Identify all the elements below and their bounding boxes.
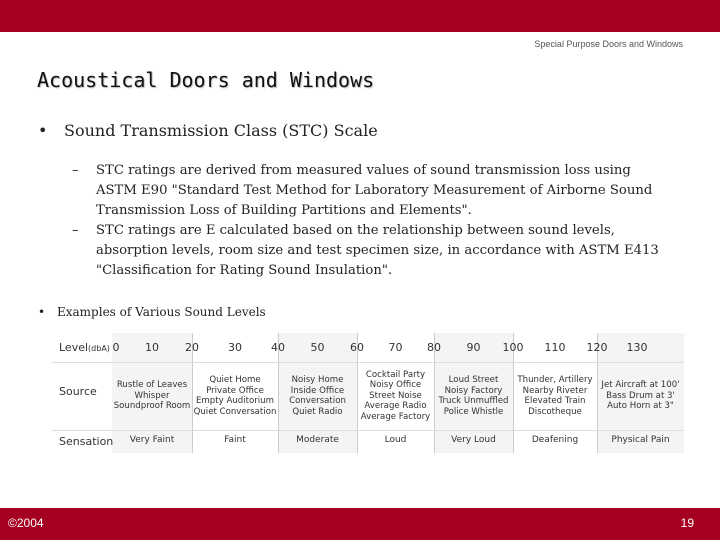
row-label-source: Source <box>59 385 97 398</box>
bullet-icon: • <box>38 305 46 319</box>
source-cell <box>192 375 278 417</box>
source-item: Private Office <box>206 385 264 396</box>
source-item: Soundproof Room <box>113 401 191 412</box>
dash-icon: – <box>72 163 79 178</box>
copyright: ©2004 <box>8 516 44 530</box>
unit-label: (dbA) <box>88 344 110 353</box>
sensation-cell: Moderate <box>296 435 339 445</box>
source-cell <box>597 380 684 412</box>
source-item: Noisy Factory <box>444 385 503 396</box>
source-item: Jet Aircraft at 100' <box>601 380 680 391</box>
sub-bullet-line: Transmission Loss of Building Partitions and Elements". <box>96 203 472 218</box>
source-cell <box>357 370 434 423</box>
sensation-cell: Loud <box>384 435 407 445</box>
source-item: Quiet Home <box>209 375 261 385</box>
row-divider <box>52 362 684 363</box>
dash-icon: – <box>72 223 79 238</box>
level-tick: 120 <box>586 341 608 354</box>
level-tick: 70 <box>388 341 403 354</box>
bullet-text: Examples of Various Sound Levels <box>57 305 266 319</box>
source-item: Street Noise <box>369 390 422 401</box>
sensation-cell: Physical Pain <box>611 435 670 445</box>
source-item: Empty Auditorium <box>196 396 274 406</box>
level-tick: 90 <box>466 341 481 354</box>
level-tick: 40 <box>271 341 285 354</box>
source-item: Truck Unmuffled <box>438 396 509 406</box>
source-item: Quiet Radio <box>292 406 343 417</box>
level-label: Level <box>59 341 89 354</box>
level-tick: 110 <box>544 341 566 354</box>
sub-bullet-line: STC ratings are E calculated based on the relationship between sound levels, <box>96 223 615 238</box>
source-item: Average Factory <box>360 411 431 422</box>
source-item: Whisper <box>134 390 170 401</box>
footer-bar <box>0 508 720 540</box>
sensation-cell: Deafening <box>531 435 579 445</box>
level-tick: 100 <box>502 341 524 354</box>
slide-title: Acoustical Doors and Windows <box>37 68 375 92</box>
sub-bullet-line: ASTM E90 "Standard Test Method for Laboratory Measurement of Airborne Sound <box>96 183 653 198</box>
row-label-sensation: Sensation <box>59 435 114 448</box>
source-item: Noisy Office <box>369 380 422 391</box>
source-item: Loud Street <box>448 375 499 385</box>
source-item: Thunder, Artillery <box>517 375 593 385</box>
sub-bullet-line: STC ratings are derived from measured values of sound transmission loss using <box>96 163 631 178</box>
source-item: Average Radio <box>364 401 427 412</box>
source-item: Cocktail Party <box>365 369 426 380</box>
source-cell <box>434 375 513 417</box>
level-tick: 20 <box>185 341 199 354</box>
level-tick: 50 <box>310 341 325 354</box>
source-item: Conversation <box>289 396 346 406</box>
source-cell <box>513 375 597 417</box>
row-label-level <box>59 341 110 354</box>
source-cell <box>112 380 192 412</box>
sensation-cell: Very Faint <box>129 435 175 445</box>
source-cell <box>278 375 357 417</box>
source-item: Bass Drum at 3' <box>606 390 675 401</box>
level-tick: 0 <box>112 341 120 354</box>
sensation-cell: Very Loud <box>451 435 496 445</box>
page-number: 19 <box>680 516 694 530</box>
source-item: Inside Office <box>290 385 345 396</box>
bullet-examples <box>38 305 266 319</box>
row-divider <box>52 430 684 431</box>
section-header: Special Purpose Doors and Windows <box>534 39 683 49</box>
source-item: Nearby Riveter <box>522 385 588 396</box>
sub-bullet-line: "Classification for Rating Sound Insulation". <box>96 263 393 278</box>
sensation-cell: Faint <box>224 435 246 445</box>
bullet-icon: • <box>38 121 48 140</box>
source-item: Auto Horn at 3" <box>607 401 674 412</box>
level-tick: 80 <box>427 341 441 354</box>
level-tick: 10 <box>145 341 159 354</box>
level-tick: 30 <box>228 341 242 354</box>
source-item: Elevated Train <box>524 396 586 406</box>
bullet-text: Sound Transmission Class (STC) Scale <box>64 121 378 140</box>
source-item: Police Whistle <box>443 406 504 417</box>
top-banner <box>0 0 720 32</box>
source-item: Rustle of Leaves <box>116 380 188 391</box>
sub-bullet-line: absorption levels, room size and test specimen size, in accordance with ASTM E413 <box>96 243 659 258</box>
source-item: Discotheque <box>528 406 582 417</box>
level-tick: 60 <box>350 341 364 354</box>
level-tick: 130 <box>626 341 648 354</box>
source-item: Quiet Conversation <box>193 406 277 417</box>
sound-level-table <box>52 333 684 453</box>
source-item: Noisy Home <box>291 375 344 385</box>
